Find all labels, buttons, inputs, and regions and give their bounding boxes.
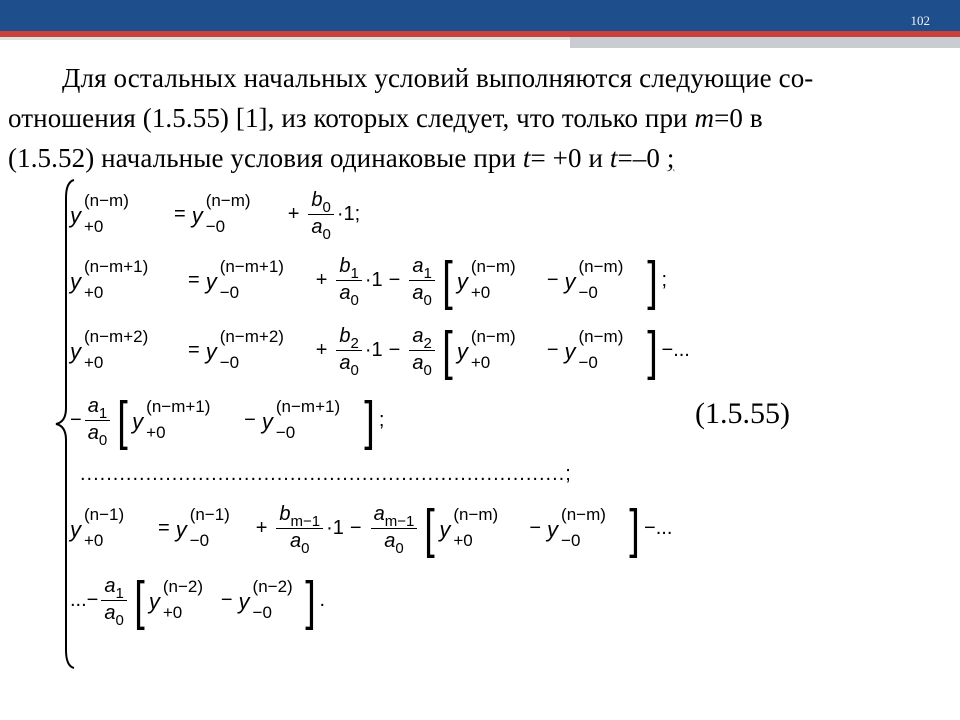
formula-line-3: y (n−m+2) +0 = y (n−m+2) −0 + $\frac{b_2}{a_0}$ ·1 − $\frac{a_2}{a_0}$ [ y (n−m) +0 − y (n−m) −0 ] −... xyxy=(70,320,690,381)
formula-line-2: y (n−m+1) +0 = y (n−m+1) −0 + $\frac{b_1}{a_0}$ ·1 − $\frac{a_1}{a_0}$ [ y (n−m) +0 − y (n−m) −0 ] ; xyxy=(70,250,668,311)
equation-number: (1.5.55) xyxy=(695,397,790,430)
formula-line-5: y (n−1) +0 = y (n−1) −0 + $\frac{b_{m-1}}{a_0}$ ·1 − $\frac{a_{m-1}}{a_0}$ [ y (n−m) +0 − y (n−m) −0 ] −... xyxy=(70,498,673,559)
header-gray-stripe-left xyxy=(0,37,570,40)
formula-line-4: − $\frac{a_1}{a_0}$ [ y (n−m+1) +0 − y (n−m+1) −0 ] ; xyxy=(70,390,385,451)
body-paragraph: Для остальных начальных условий выполняются следующие со- отношения (1.5.55) [1], из которых следует, что только при m=0 в (1.5.52) начальные условия одинаковые при t= +0 и t=–0 ; xyxy=(8,63,814,173)
formula-line-6: ...− $\frac{a_1}{a_0}$ [ y (n−2) +0 − y (n−2) −0 ] . xyxy=(70,570,326,631)
ellipsis-row: ..........................................................................; xyxy=(80,463,572,485)
para-line-1: Для остальных начальных условий выполняются следующие со- xyxy=(62,63,814,93)
formula-line-1: y (n−m) +0 = y (n−m) −0 + $\frac{b_0}{a_0}$ ·1; xyxy=(70,189,361,243)
page-number: 102 xyxy=(910,13,930,28)
header-gray-stripe-right xyxy=(570,37,960,48)
slide-header-band xyxy=(0,0,960,31)
formula-system xyxy=(70,180,770,680)
spellcheck-squiggle: ; xyxy=(666,143,675,173)
